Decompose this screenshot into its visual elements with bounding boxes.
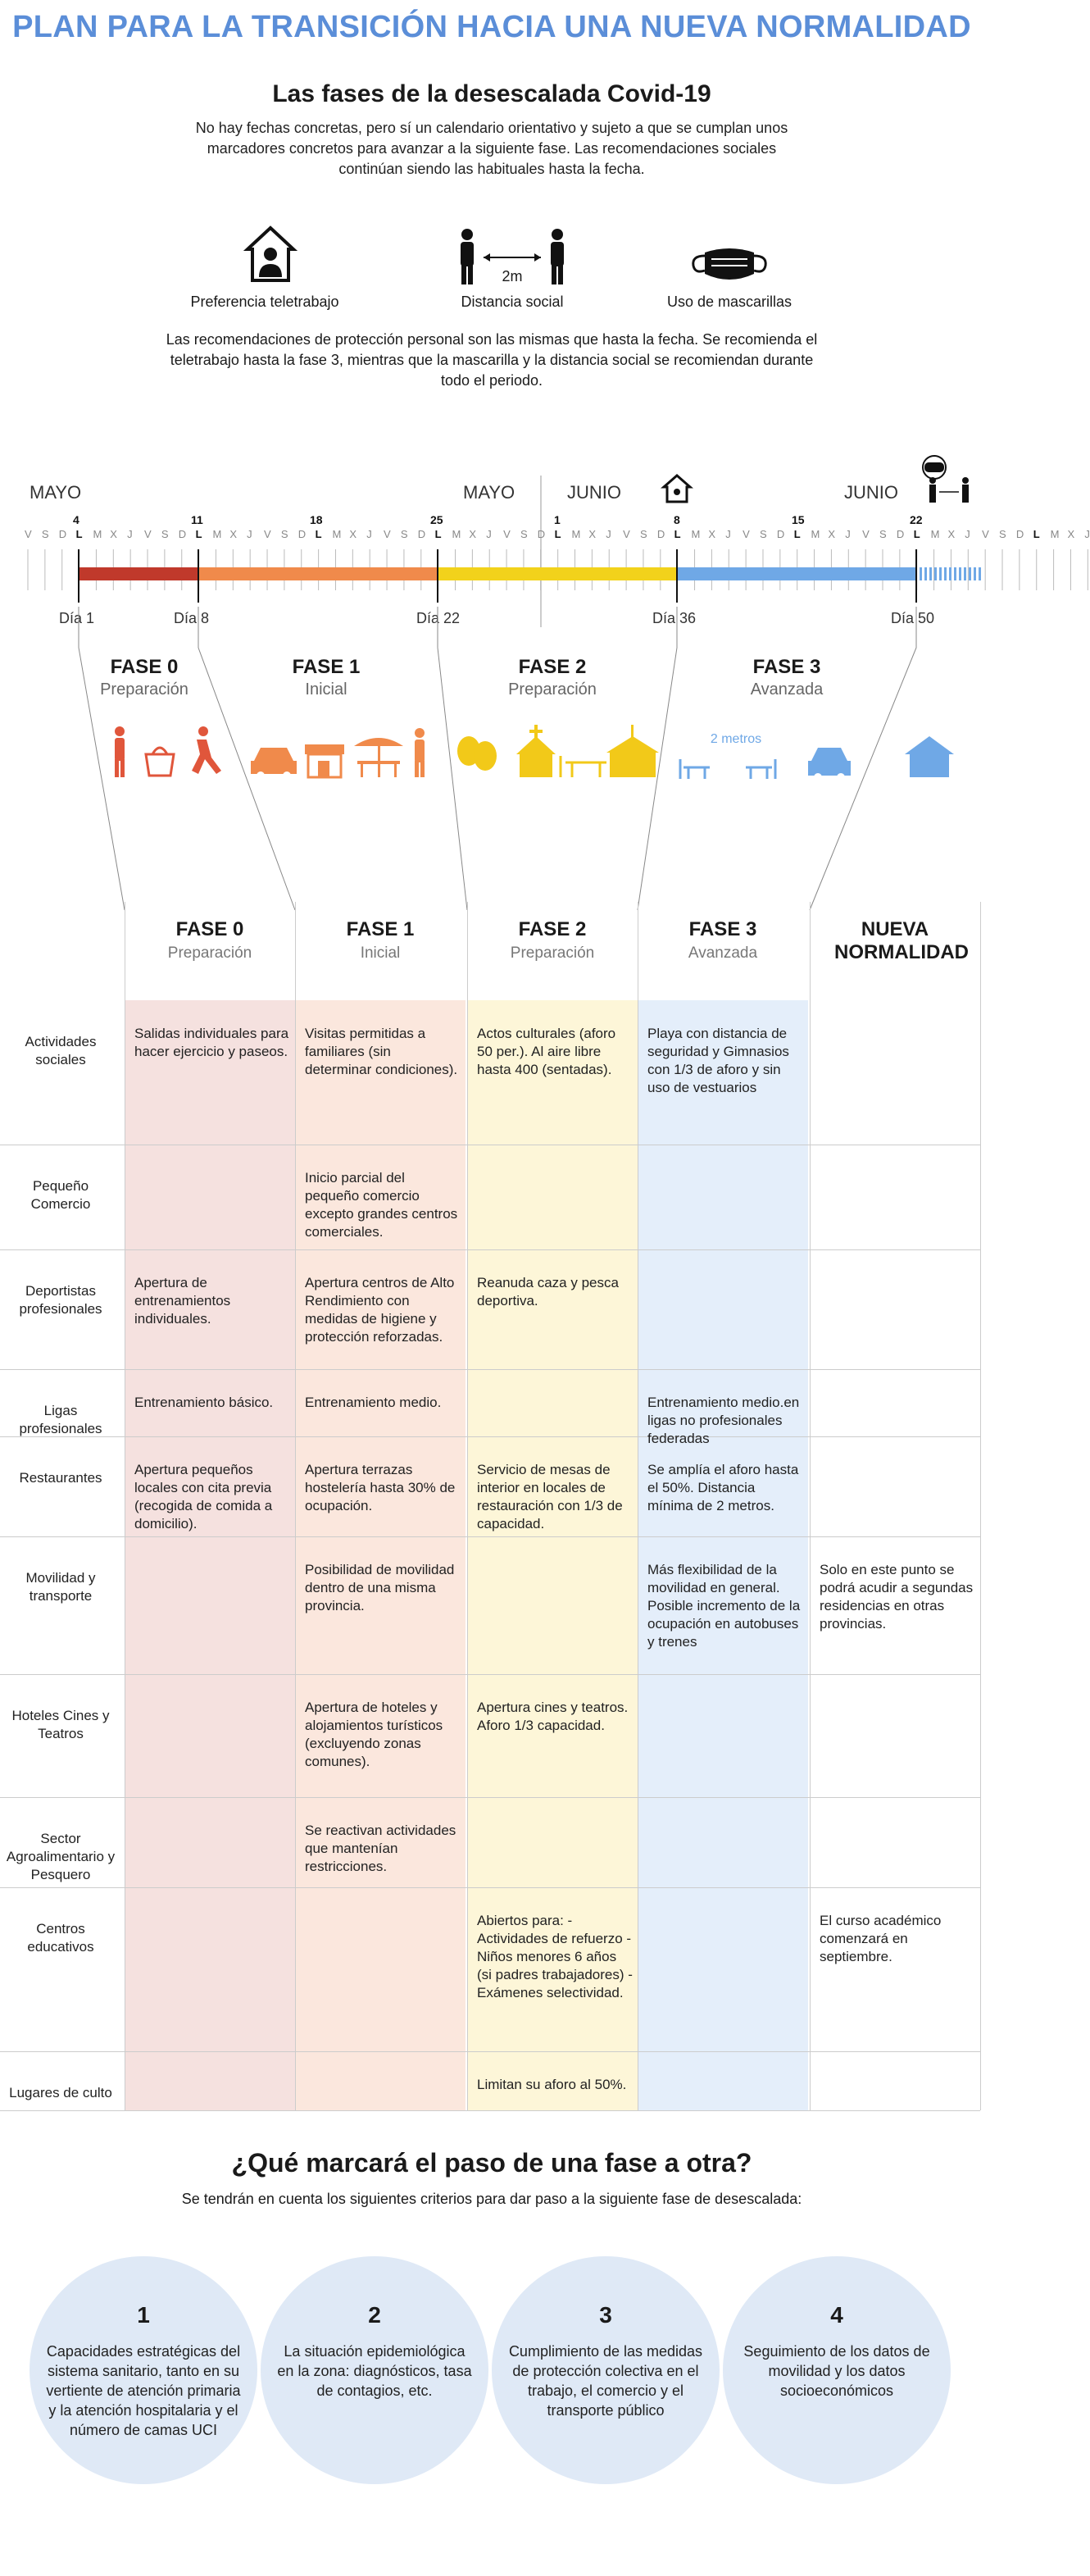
row-divider (0, 2051, 980, 2052)
weekday-label: S (639, 528, 647, 540)
table-row-label: Deportistas profesionales (19, 1283, 102, 1317)
weekday-label: S (999, 528, 1006, 540)
weekday-label: X (828, 528, 836, 540)
stripe-mark (920, 567, 922, 580)
weekday-label: V (743, 528, 750, 540)
stripe-mark (924, 567, 927, 580)
row-divider (0, 1674, 980, 1675)
criteria-circle-1 (30, 2256, 257, 2484)
weekday-label: S (41, 528, 49, 540)
row-divider (0, 1536, 980, 1537)
day-number: 4 (73, 513, 79, 526)
weekday-label: M (93, 528, 102, 540)
distance-value: 2m (502, 268, 523, 284)
weekday-label: J (366, 528, 372, 540)
weekday-label: D (297, 528, 307, 540)
weekday-label: S (400, 528, 408, 540)
stripe-mark (974, 567, 976, 580)
table-cell: Apertura terrazas hostelería hasta 30% de ocupación. (305, 1462, 456, 1513)
intro-text: No hay fechas concretas, pero sí un calendario orientativo y sujeto a que se cumplan unos marcadores concretos para avanzar a la siguiente fase. Las recomendaciones sociales continúan siendo las habituales hasta la fecha. (195, 120, 788, 177)
table-cell: Visitas permitidas a familiares (sin determinar condiciones). (305, 1026, 458, 1077)
telework-label: Preferencia teletrabajo (190, 294, 339, 310)
weekday-label: X (469, 528, 477, 540)
weekday-label: L (913, 528, 920, 540)
column-divider (980, 902, 981, 2110)
row-divider (0, 2110, 980, 2111)
table-cell: Apertura pequeños locales con cita previa (recogida de comida a domicilio). (134, 1462, 273, 1531)
table-header: FASE 2 (518, 918, 587, 940)
stripe-mark (969, 567, 971, 580)
school-blue-icon (905, 736, 954, 777)
weekday-label: D (656, 528, 665, 540)
weekday-label: J (247, 528, 252, 540)
weekday-label: X (947, 528, 956, 540)
recommendations-text: Las recomendaciones de protección personal son las mismas que hasta la fecha. Se recomienda el teletrabajo hasta la fase 3, mientras que la mascarilla y la distancia social se recomiendan durante todo el periodo. (166, 331, 818, 389)
criteria-text: Capacidades estratégicas del sistema sanitario, tanto en su vertiente de atención primaria y la atención hospitalaria y el número de camas UCI (46, 2343, 241, 2438)
table-header-sub: Avanzada (688, 944, 758, 962)
weekday-label: S (879, 528, 887, 540)
table-header: FASE 1 (346, 918, 415, 940)
page-subtitle: Las fases de la desescalada Covid-19 (272, 80, 711, 107)
weekday-label: D (58, 528, 67, 540)
stripe-mark (949, 567, 951, 580)
table-cell: Entrenamiento medio.en ligas no profesionales federadas (647, 1395, 800, 1446)
criteria-number: 3 (599, 2302, 612, 2328)
table-cell: Apertura de entrenamientos individuales. (134, 1275, 231, 1327)
two-meters-label: 2 metros (710, 732, 762, 746)
month-label: MAYO (30, 482, 82, 503)
walker-icon (115, 726, 125, 777)
stripe-mark (939, 567, 942, 580)
weekday-label: L (195, 528, 202, 540)
criteria-intro: Se tendrán en cuenta los siguientes criterios para dar paso a la siguiente fase de desescalada: (181, 2191, 802, 2207)
table-cell: Entrenamiento medio. (305, 1395, 442, 1410)
weekday-row (0, 528, 1090, 544)
table-cell: Salidas individuales para hacer ejercicio y paseos. (134, 1026, 289, 1059)
table-cell: Apertura centros de Alto Rendimiento con medidas de higiene y protección reforzadas. (305, 1275, 455, 1345)
weekday-label: V (503, 528, 511, 540)
criteria-title: ¿Qué marcará el paso de una fase a otra? (231, 2148, 752, 2178)
phase-title-3: FASE 3 (752, 656, 821, 678)
weekday-label: D (417, 528, 426, 540)
table-row-label: Centros educativos (27, 1921, 94, 1955)
weekday-label: M (1050, 528, 1060, 540)
phase-title-1: FASE 1 (292, 656, 361, 678)
weekday-label: M (452, 528, 461, 540)
weekday-label: M (691, 528, 701, 540)
month-label: JUNIO (567, 482, 621, 503)
table-row-label: Restaurantes (19, 1470, 102, 1486)
dia-label: Día 36 (652, 610, 697, 626)
weekday-label: L (315, 528, 322, 540)
weekday-label: X (229, 528, 237, 540)
table-header-sub: Preparación (510, 944, 595, 962)
criteria-number: 2 (368, 2302, 381, 2328)
weekday-label: X (708, 528, 716, 540)
phase-title-0: FASE 0 (110, 656, 179, 678)
criteria-text: Cumplimiento de las medidas de protección colectiva en el trabajo, el comercio y el transporte público (508, 2343, 703, 2419)
stripe-mark (934, 567, 937, 580)
bar-stripes (920, 567, 981, 580)
criteria-circle-3 (492, 2256, 720, 2484)
table-row-label: Actividades sociales (25, 1034, 97, 1067)
criteria-number: 1 (137, 2302, 150, 2328)
weekday-label: J (845, 528, 851, 540)
weekday-label: D (776, 528, 785, 540)
car-blue-icon (808, 748, 851, 781)
phase-title-2: FASE 2 (518, 656, 587, 678)
runner-icon (192, 726, 221, 774)
weekday-label: L (554, 528, 561, 540)
weekday-label: L (793, 528, 801, 540)
day-number: 22 (910, 513, 923, 526)
shop-icon (305, 744, 344, 777)
weekday-label: D (896, 528, 905, 540)
phase-sub-2: Preparación (508, 680, 597, 699)
phases-table (0, 902, 983, 2100)
table-cell: Apertura cines y teatros. Aforo 1/3 capacidad. (477, 1700, 629, 1733)
phase-sub-0: Preparación (100, 680, 188, 699)
weekday-label: J (606, 528, 611, 540)
table-cell: Se reactivan actividades que mantenían restricciones. (305, 1823, 456, 1874)
person-walking-icon (415, 728, 425, 777)
table-header: FASE 3 (688, 918, 757, 940)
weekday-label: X (1067, 528, 1075, 540)
table-cell: Inicio parcial del pequeño comercio excepto grandes centros comerciales. (305, 1170, 458, 1240)
table-cell: Apertura de hoteles y alojamientos turísticos (excluyendo zonas comunes). (305, 1700, 443, 1769)
mask-label: Uso de mascarillas (666, 294, 793, 310)
table-row-label: Sector Agroalimentario y Pesquero (6, 1831, 116, 1882)
stripe-mark (929, 567, 932, 580)
weekday-label: M (332, 528, 342, 540)
weekday-label: V (982, 528, 989, 540)
weekday-label: J (725, 528, 731, 540)
weekday-label: J (127, 528, 133, 540)
criteria-text: La situación epidemiológica en la zona: diagnósticos, tasa de contagios, etc. (277, 2343, 472, 2399)
bar-fase3 (677, 567, 916, 580)
table-row-label: Pequeño Comercio (30, 1178, 91, 1212)
table-cell: Reanuda caza y pesca deportiva. (477, 1275, 619, 1308)
weekday-label: V (862, 528, 870, 540)
weekday-label: V (384, 528, 391, 540)
car-icon (251, 748, 297, 780)
spaced-tables-icon (680, 759, 775, 779)
table-cell: Entrenamiento básico. (134, 1395, 274, 1410)
column-background (638, 1000, 808, 2110)
distance-icon (455, 228, 570, 298)
table-row-label: Hoteles Cines y Teatros (11, 1708, 110, 1741)
table-header-sub: Inicial (360, 944, 401, 962)
table-cell: Más flexibilidad de la movilidad en general. Posible incremento de la ocupación en autobuses y trenes (647, 1562, 801, 1650)
criteria-number: 4 (830, 2302, 843, 2328)
bar-fase1 (198, 567, 438, 580)
weekday-label: V (25, 528, 32, 540)
criteria-circle-4 (723, 2256, 951, 2484)
stripe-mark (944, 567, 947, 580)
row-divider (0, 1249, 980, 1250)
school-icon (606, 725, 659, 777)
house-person-icon (246, 226, 295, 288)
mask-icon (688, 244, 770, 289)
table-cell: Posibilidad de movilidad dentro de una misma provincia. (305, 1562, 455, 1613)
table-row-label: Movilidad y transporte (25, 1570, 96, 1604)
day-number: 18 (310, 513, 323, 526)
stripe-mark (954, 567, 956, 580)
social-distance-label: Distancia social (461, 294, 564, 310)
table-row-label: Ligas profesionales (19, 1403, 102, 1436)
stripe-mark (959, 567, 961, 580)
weekday-label: M (571, 528, 581, 540)
dia-label: Día 50 (891, 610, 935, 626)
weekday-label: M (811, 528, 820, 540)
phase-sub-3: Avanzada (750, 680, 824, 699)
bar-fase0 (79, 567, 198, 580)
weekday-label: L (674, 528, 681, 540)
weekday-label: V (264, 528, 271, 540)
weekday-label: L (75, 528, 83, 540)
table-header: NUEVA NORMALIDAD (834, 918, 969, 963)
table-cell: Abiertos para: - Actividades de refuerzo - Niños menores 6 años (si padres trabajadores) - Exámenes selectividad. (477, 1913, 633, 2000)
weekday-label: D (537, 528, 546, 540)
weekday-label: S (759, 528, 767, 540)
phase-sub-1: Inicial (305, 680, 347, 699)
phase-icons (0, 721, 983, 787)
month-label: JUNIO (844, 482, 898, 503)
weekday-label: X (349, 528, 357, 540)
table-cell: Playa con distancia de seguridad y Gimnasios con 1/3 de aforo y sin uso de vestuarios (647, 1026, 789, 1095)
row-divider (0, 1887, 980, 1888)
stripe-mark (979, 567, 981, 580)
table-cell: El curso académico comenzará en septiembre. (820, 1913, 942, 1964)
bar-fase2 (438, 567, 677, 580)
criteria-circle-2 (261, 2256, 488, 2484)
day-number: 25 (430, 513, 443, 526)
row-divider (0, 1369, 980, 1370)
dia-label: Día 22 (416, 610, 461, 626)
month-label: MAYO (463, 482, 515, 503)
row-divider (0, 1797, 980, 1798)
day-number: 8 (674, 513, 680, 526)
weekday-label: D (178, 528, 187, 540)
weekday-label: S (280, 528, 288, 540)
table-cell: Limitan su aforo al 50%. (477, 2077, 627, 2092)
weekday-label: X (588, 528, 597, 540)
table-cell: Actos culturales (aforo 50 per.). Al aire libre hasta 400 (sentadas). (477, 1026, 616, 1077)
weekday-label: J (486, 528, 492, 540)
table-header-sub: Preparación (167, 944, 252, 962)
dia-label: Día 1 (59, 610, 95, 626)
criteria-text: Seguimiento de los datos de movilidad y los datos socioeconómicos (743, 2343, 930, 2399)
column-background (125, 1000, 295, 2110)
table-row-label: Lugares de culto (9, 2085, 112, 2100)
weekday-label: D (1015, 528, 1024, 540)
terrace-icon (354, 738, 403, 777)
column-background (296, 1000, 466, 2110)
weekday-label: J (965, 528, 970, 540)
weekday-label: M (212, 528, 222, 540)
table-cell: Se amplía el aforo hasta el 50%. Distancia mínima de 2 metros. (647, 1462, 799, 1513)
day-number: 11 (191, 513, 203, 526)
house-icon-small (664, 476, 690, 502)
day-number: 15 (792, 513, 805, 526)
weekday-label: L (434, 528, 442, 540)
table-cell: Servicio de mesas de interior en locales de restauración con 1/3 de capacidad. (477, 1462, 623, 1531)
people-icon-small (923, 456, 969, 503)
weekday-label: J (1084, 528, 1090, 540)
row-divider (0, 1436, 980, 1437)
table-cell: Solo en este punto se podrá acudir a segundas residencias en otras provincias. (820, 1562, 974, 1632)
weekday-label: M (930, 528, 940, 540)
stripe-mark (964, 567, 966, 580)
weekday-label: V (623, 528, 630, 540)
basket-icon (146, 748, 174, 776)
weekday-label: V (144, 528, 152, 540)
day-number: 1 (554, 513, 561, 526)
weekday-label: S (520, 528, 528, 540)
dia-label: Día 8 (174, 610, 210, 626)
theater-masks-icon (457, 736, 497, 771)
weekday-label: X (110, 528, 117, 540)
church-icon (516, 725, 556, 777)
page-title: PLAN PARA LA TRANSICIÓN HACIA UNA NUEVA NORMALIDAD (12, 10, 971, 44)
weekday-label: S (161, 528, 169, 540)
table-header: FASE 0 (175, 918, 244, 940)
weekday-label: L (1033, 528, 1040, 540)
table-chairs-icon (561, 756, 611, 777)
